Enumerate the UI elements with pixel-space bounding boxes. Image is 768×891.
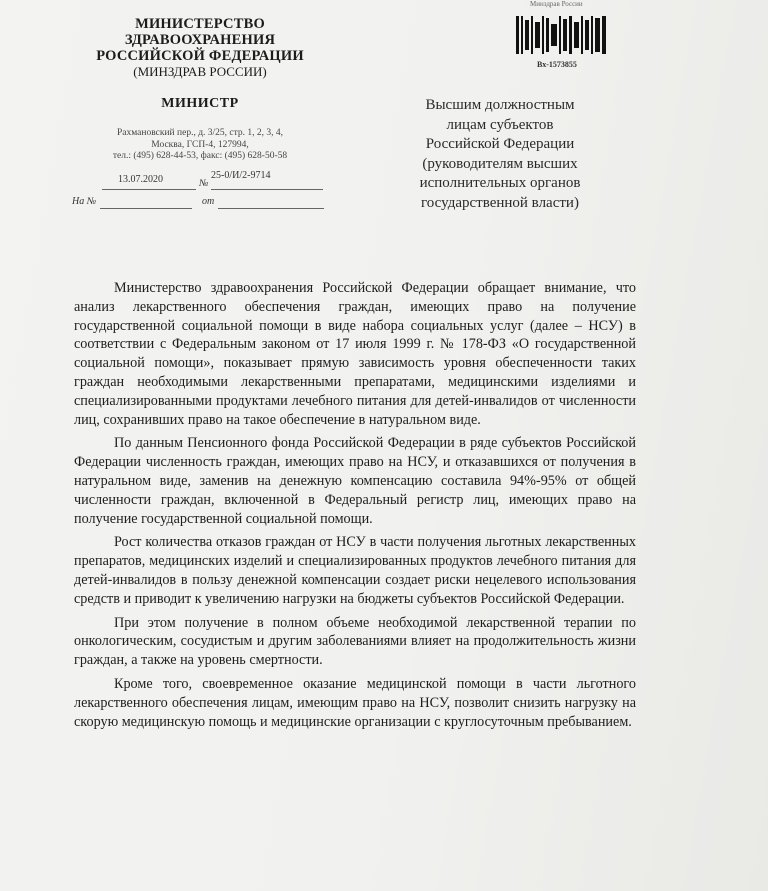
org-name-line: РОССИЙСКОЙ ФЕДЕРАЦИИ: [96, 48, 304, 64]
number-label: №: [199, 178, 209, 189]
org-abbreviation: (МИНЗДРАВ РОССИИ): [133, 64, 267, 79]
letter-date: 13.07.2020: [118, 174, 163, 185]
outgoing-reg-row: [68, 170, 338, 194]
letter-body: [74, 279, 636, 736]
body-paragraph: Кроме того, своевременное оказание медицинской помощи в части льготного лекарственного обеспечения лицам, имеющим право на НСУ, позволит снизить нагрузку на скорую медицинскую помощь и медицинские организации с круглосуточным пребыванием.: [74, 675, 636, 730]
ref-date-underline: [218, 208, 324, 209]
incoming-registration-number: Вх-1573855: [537, 60, 577, 69]
recipient-line: исполнительных органов: [419, 175, 581, 191]
body-paragraph: При этом получение в полном объеме необходимой лекарственной терапии по онкологическим, сосудистым и другим заболеваниями влияет на продолжительность жизни граждан, а также на уровень смертности.: [74, 614, 636, 669]
address-line: Москва, ГСП-4, 127994,: [151, 139, 249, 150]
incoming-ref-row: [68, 194, 338, 214]
address-line: тел.: (495) 628-44-53, факс: (495) 628-50-58: [112, 151, 288, 161]
letter-number: 25-0/И/2-9714: [211, 170, 271, 181]
recipient-line: государственной власти): [421, 194, 579, 211]
recipient-line: лицам субъектов: [446, 116, 554, 133]
body-paragraph: Рост количества отказов граждан от НСУ в части получения льготных лекарственных препаратов, медицинских изделий и специализированных продуктов лечебного питания для детей-инвалидов в пользу денежной компенсации создает риски нецелевого использования средств и приводит к увеличению нагрузки на бюджеты субъектов Российской Федерации.: [74, 534, 636, 607]
body-paragraph: По данным Пенсионного фонда Российской Федерации в ряде субъектов Российской Федерации численность граждан, имеющих право на НСУ, и отказавшихся от получения в натуральном виде, заменив на денежную компенсацию составила 94%-95% от общей численности граждан, включенной в Федеральный регистр лиц, имеющих право на получение государственной социальной помощи.: [74, 435, 636, 527]
address-line: Рахмановский пер., д. 3/25, стр. 1, 2, 3, 4,: [116, 128, 284, 138]
ref-date-label: от: [202, 196, 215, 207]
recipient-line: Высшим должностным: [425, 97, 575, 113]
registration-block: [68, 170, 338, 214]
org-name-line: МИНИСТЕРСТВО: [135, 16, 265, 32]
recipient-line: (руководителям высших: [422, 155, 578, 172]
recipient-line: Российской Федерации: [425, 136, 575, 152]
date-underline: [102, 189, 196, 190]
body-paragraph: Министерство здравоохранения Российской Федерации обращает внимание, что анализ лекарственного обеспечения граждан, имеющих право на получение государственной социальной помощи в виде набора социальных услуг (далее – НСУ) в соответствии с Федеральным законом от 17 июля 1999 г. № 178-ФЗ «О государственной социальной помощи», показывает прямую зависимость уровня обеспеченности таких граждан необходимыми лекарственными препаратами, медицинскими изделиями и специализированными продуктами лечебного питания для детей-инвалидов от численности лиц, сохранивших право на такое обеспечение в натуральном виде.: [74, 280, 636, 428]
barcode-caption: Минздрав России: [530, 0, 583, 8]
ministry-header: [95, 16, 305, 80]
barcode-image: [516, 16, 606, 54]
minister-title: МИНИСТР: [161, 96, 239, 111]
ref-number-label: На №: [72, 196, 97, 207]
ref-number-underline: [100, 208, 192, 209]
ministry-address: [95, 128, 305, 163]
recipient-block: [380, 96, 620, 213]
number-underline: [211, 189, 323, 190]
org-name-line: ЗДРАВООХРАНЕНИЯ: [124, 32, 276, 48]
